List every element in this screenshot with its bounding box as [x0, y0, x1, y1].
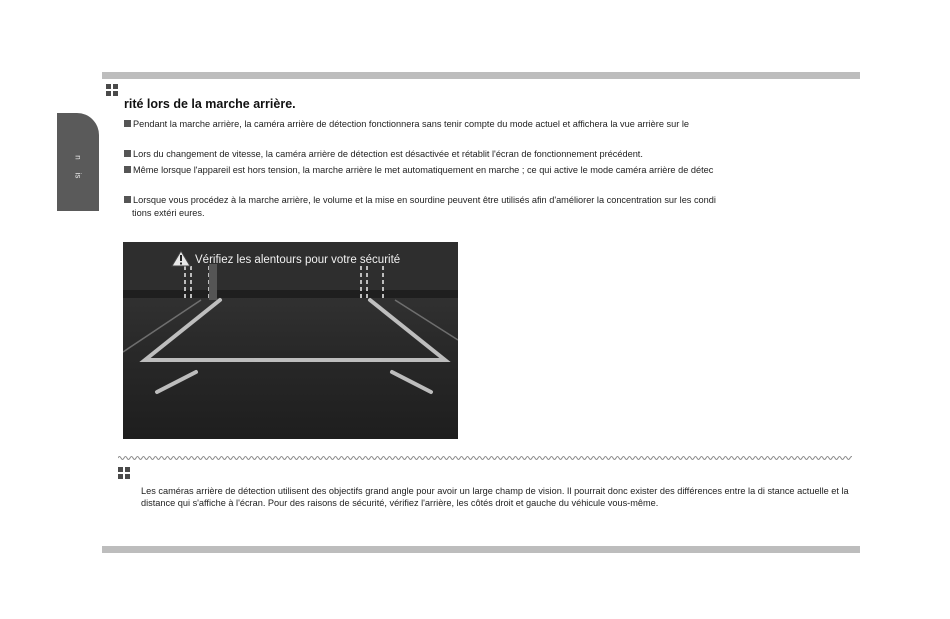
side-tab-text-2: is: [73, 172, 83, 179]
bullet-item-1: [124, 118, 689, 131]
bullet-4-continuation: tions extéri eures.: [132, 208, 205, 218]
section-grid-icon: [106, 84, 118, 96]
bullet-text-2: Lors du changement de vitesse, la caméra arrière de détection est désactivée et rétablit l'écran de fonctionnement précédent.: [133, 149, 643, 159]
square-bullet-icon: [124, 166, 131, 173]
bullet-item-2: [124, 148, 643, 161]
top-rule: [102, 72, 860, 79]
side-language-tab: [57, 113, 99, 211]
bullet-item-4: [124, 194, 716, 207]
bottom-rule: [102, 546, 860, 553]
note-grid-icon: [118, 467, 130, 479]
rear-camera-image: [123, 242, 458, 439]
bullet-text-4: Lorsque vous procédez à la marche arrière, le volume et la mise en sourdine peuvent être utilisés afin d'améliorer la concentration sur les condi: [133, 195, 716, 205]
bullet-text-1: Pendant la marche arrière, la caméra arrière de détection fonctionnera sans tenir compte du mode actuel et affichera la vue arrière sur le: [133, 119, 689, 129]
square-bullet-icon: [124, 196, 131, 203]
square-bullet-icon: [124, 120, 131, 127]
wavy-divider: [118, 454, 852, 462]
bullet-item-3: [124, 164, 713, 177]
bullet-text-3: Même lorsque l'appareil est hors tension, la marche arrière le met automatiquement en marche ; ce qui active le mode caméra arrière de détec: [133, 165, 714, 175]
note-text: Les caméras arrière de détection utilisent des objectifs grand angle pour avoir un large champ de vision. Il pourrait donc exister des différences entre la di stance actuelle et la distance qui s'affiche à l'écran. Pour des raisons de sécurité, vérifiez l'arrière, les côtés droit et gauche du véhicule vous-même.: [141, 486, 849, 509]
section-title: rité lors de la marche arrière.: [124, 97, 296, 111]
side-tab-text-1: n: [73, 155, 83, 160]
square-bullet-icon: [124, 150, 131, 157]
camera-warning-text: Vérifiez les alentours pour votre sécurité: [195, 254, 401, 266]
